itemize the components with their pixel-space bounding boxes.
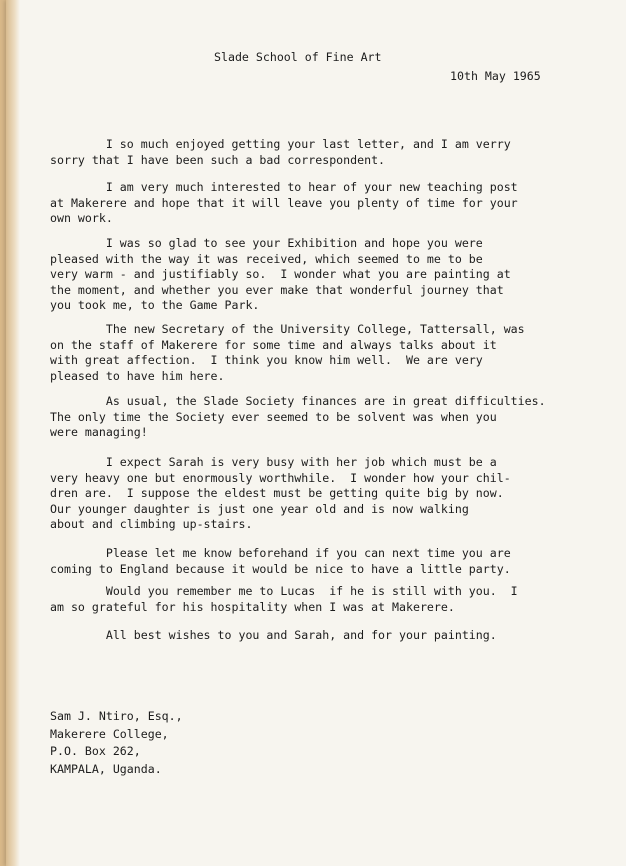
text-line: The new Secretary of the University College, Tattersall, was [50, 322, 525, 336]
text-line: pleased with the way it was received, which seemed to me to be [50, 251, 483, 266]
text-line: about and climbing up-stairs. [50, 517, 253, 531]
text-line: All best wishes to you and Sarah, and for your painting. [50, 628, 497, 642]
text-line: very heavy one but enormously worthwhile. I wonder how your chil- [50, 470, 511, 485]
text-line: on the staff of Makerere for some time and always talks about it [50, 337, 497, 352]
paragraph-4 [50, 322, 570, 384]
text-line: The only time the Society ever seemed to be solvent was when you [50, 409, 497, 424]
letterhead: Slade School of Fine Art [214, 50, 382, 64]
text-line: at Makerere and hope that it will leave you plenty of time for your [50, 195, 518, 210]
address-line: Makerere College, [50, 726, 169, 741]
text-line: very warm - and justifiably so. I wonder what you are painting at [50, 267, 511, 281]
text-line: I expect Sarah is very busy with her job which must be a [50, 455, 497, 469]
text-line: I so much enjoyed getting your last letter, and I am verry [50, 137, 511, 151]
text-line: the moment, and whether you ever make that wonderful journey that [50, 282, 504, 297]
paragraph-5 [50, 394, 570, 441]
text-line: I was so glad to see your Exhibition and hope you were [50, 236, 483, 250]
paragraph-7 [50, 546, 570, 577]
text-line: with great affection. I think you know him well. We are very [50, 353, 483, 367]
paragraph-9 [50, 628, 570, 644]
text-line: As usual, the Slade Society finances are in great difficulties. [50, 394, 546, 408]
text-line: I am very much interested to hear of your new teaching post [50, 180, 518, 194]
letter-page [6, 0, 626, 866]
paragraph-1 [50, 137, 570, 168]
text-line: dren are. I suppose the eldest must be getting quite big by now. [50, 486, 504, 500]
text-line: you took me, to the Game Park. [50, 298, 260, 312]
text-line: pleased to have him here. [50, 368, 225, 383]
text-line: am so grateful for his hospitality when I was at Makerere. [50, 599, 455, 614]
paragraph-2 [50, 180, 570, 227]
paper-edge-stain [6, 0, 20, 866]
address-line: P.O. Box 262, [50, 744, 141, 758]
text-line: Would you remember me to Lucas if he is still with you. I [50, 584, 518, 598]
paragraph-8 [50, 584, 570, 615]
text-line: coming to England because it would be nice to have a little party. [50, 561, 511, 576]
text-line: sorry that I have been such a bad correspondent. [50, 152, 386, 167]
text-line: were managing! [50, 425, 148, 439]
letter-date: 10th May 1965 [450, 69, 541, 83]
paragraph-6 [50, 455, 570, 533]
text-line: own work. [50, 211, 113, 225]
address-line: Sam J. Ntiro, Esq., [50, 709, 183, 723]
recipient-address [50, 708, 183, 778]
text-line: Our younger daughter is just one year old and is now walking [50, 501, 469, 516]
paragraph-3 [50, 236, 570, 314]
text-line: Please let me know beforehand if you can next time you are [50, 546, 511, 560]
address-line: KAMPALA, Uganda. [50, 761, 162, 776]
